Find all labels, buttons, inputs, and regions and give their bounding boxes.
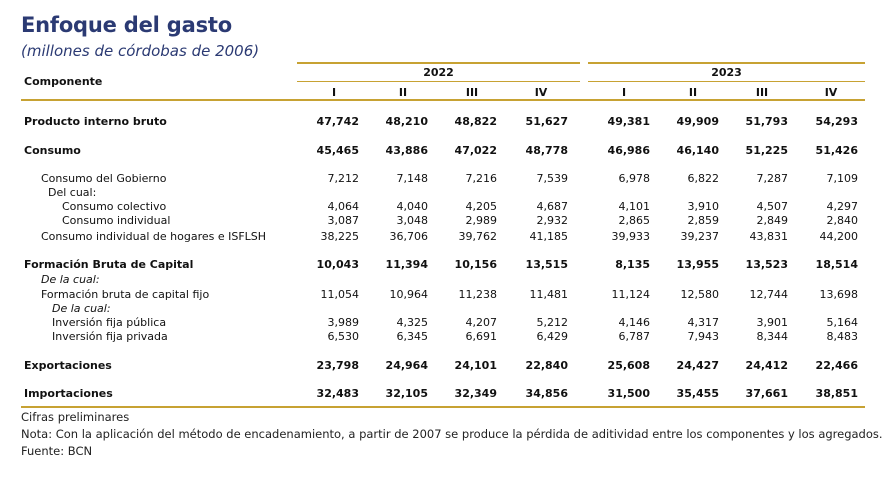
table-cell: 2,840 <box>826 214 858 227</box>
table-cell: 8,483 <box>826 330 858 343</box>
table-cell: 22,466 <box>815 359 858 372</box>
table-cell: 24,427 <box>676 359 719 372</box>
table-cell: 23,798 <box>316 359 359 372</box>
table-cell: 4,040 <box>396 200 428 213</box>
quarter-header: I <box>621 86 627 99</box>
row-label: Importaciones <box>24 387 113 400</box>
table-cell: 6,429 <box>536 330 568 343</box>
table-cell: 4,325 <box>396 316 428 329</box>
table-row <box>0 302 892 316</box>
row-label: Exportaciones <box>24 359 112 372</box>
note-source: Fuente: BCN <box>21 444 93 458</box>
row-label: De la cual: <box>52 302 111 315</box>
table-cell: 49,909 <box>676 115 719 128</box>
table-cell: 38,851 <box>815 387 858 400</box>
table-cell: 49,381 <box>607 115 650 128</box>
table-cell: 13,955 <box>676 258 719 271</box>
table-row <box>0 387 892 401</box>
table-cell: 4,064 <box>327 200 359 213</box>
table-cell: 6,822 <box>687 172 719 185</box>
table-cell: 13,698 <box>819 288 858 301</box>
table-cell: 11,124 <box>611 288 650 301</box>
table-cell: 51,627 <box>525 115 568 128</box>
quarter-header: III <box>465 86 479 99</box>
table-cell: 39,933 <box>611 230 650 243</box>
quarter-header: IV <box>534 86 548 99</box>
table-cell: 32,483 <box>316 387 359 400</box>
header-bottom-rule <box>21 99 865 101</box>
table-cell: 12,580 <box>680 288 719 301</box>
table-cell: 4,317 <box>687 316 719 329</box>
table-cell: 48,778 <box>525 144 568 157</box>
table-cell: 47,742 <box>316 115 359 128</box>
table-cell: 44,200 <box>819 230 858 243</box>
table-row <box>0 316 892 330</box>
table-cell: 7,539 <box>536 172 568 185</box>
table-cell: 37,661 <box>745 387 788 400</box>
table-cell: 18,514 <box>815 258 858 271</box>
table-cell: 46,986 <box>607 144 650 157</box>
table-cell: 4,507 <box>756 200 788 213</box>
table-row <box>0 359 892 373</box>
table-cell: 35,455 <box>676 387 719 400</box>
table-cell: 5,212 <box>536 316 568 329</box>
table-row <box>0 115 892 129</box>
table-cell: 7,287 <box>756 172 788 185</box>
table-cell: 7,109 <box>826 172 858 185</box>
year-header-2022: 2022 <box>423 66 454 79</box>
table-cell: 2,865 <box>618 214 650 227</box>
note-method: Nota: Con la aplicación del método de encadenamiento, a partir de 2007 se produce la pérdida de aditividad entre los componentes y los agregados. <box>21 427 883 441</box>
table-cell: 7,212 <box>327 172 359 185</box>
table-row <box>0 172 892 186</box>
table-cell: 51,793 <box>745 115 788 128</box>
table-cell: 10,156 <box>454 258 497 271</box>
table-cell: 4,297 <box>826 200 858 213</box>
header-mid-rule-2022 <box>297 81 580 82</box>
table-cell: 13,515 <box>525 258 568 271</box>
table-cell: 6,978 <box>618 172 650 185</box>
table-cell: 8,344 <box>756 330 788 343</box>
table-cell: 43,886 <box>385 144 428 157</box>
table-cell: 3,910 <box>687 200 719 213</box>
table-row <box>0 330 892 344</box>
table-cell: 46,140 <box>676 144 719 157</box>
quarter-header: II <box>688 86 698 99</box>
note-preliminary: Cifras preliminares <box>21 410 130 424</box>
table-cell: 10,964 <box>389 288 428 301</box>
table-row <box>0 144 892 158</box>
table-cell: 6,530 <box>327 330 359 343</box>
row-label: Consumo individual <box>62 214 171 227</box>
page-subtitle: (millones de córdobas de 2006) <box>21 42 260 60</box>
table-cell: 47,022 <box>454 144 497 157</box>
table-cell: 51,426 <box>815 144 858 157</box>
table-cell: 32,349 <box>454 387 497 400</box>
quarter-header: I <box>331 86 337 99</box>
table-cell: 6,691 <box>465 330 497 343</box>
table-cell: 2,859 <box>687 214 719 227</box>
table-cell: 2,932 <box>536 214 568 227</box>
table-cell: 24,101 <box>454 359 497 372</box>
table-cell: 4,687 <box>536 200 568 213</box>
table-cell: 6,345 <box>396 330 428 343</box>
header-top-rule-2023 <box>588 62 865 64</box>
row-label: Formación bruta de capital fijo <box>41 288 210 301</box>
table-row <box>0 186 892 200</box>
table-cell: 4,146 <box>618 316 650 329</box>
table-cell: 3,989 <box>327 316 359 329</box>
table-cell: 3,048 <box>396 214 428 227</box>
table-cell: 2,849 <box>756 214 788 227</box>
table-cell: 54,293 <box>815 115 858 128</box>
table-row <box>0 258 892 272</box>
table-cell: 39,237 <box>680 230 719 243</box>
table-row <box>0 230 892 244</box>
table-cell: 22,840 <box>525 359 568 372</box>
table-cell: 32,105 <box>385 387 428 400</box>
table-cell: 11,238 <box>458 288 497 301</box>
row-label: Consumo del Gobierno <box>41 172 167 185</box>
table-row <box>0 273 892 287</box>
table-cell: 11,481 <box>529 288 568 301</box>
table-cell: 13,523 <box>745 258 788 271</box>
table-cell: 24,412 <box>745 359 788 372</box>
table-row <box>0 200 892 214</box>
table-row <box>0 288 892 302</box>
table-cell: 36,706 <box>389 230 428 243</box>
row-label: Inversión fija pública <box>52 316 167 329</box>
row-label: Del cual: <box>48 186 97 199</box>
table-cell: 10,043 <box>316 258 359 271</box>
table-cell: 38,225 <box>320 230 359 243</box>
table-cell: 24,964 <box>385 359 428 372</box>
table-cell: 2,989 <box>465 214 497 227</box>
row-label: Inversión fija privada <box>52 330 168 343</box>
table-bottom-rule <box>21 406 865 408</box>
table-cell: 4,207 <box>465 316 497 329</box>
table-cell: 8,135 <box>615 258 650 271</box>
row-label: Formación Bruta de Capital <box>24 258 194 271</box>
quarter-header: III <box>755 86 769 99</box>
table-cell: 25,608 <box>607 359 650 372</box>
table-cell: 6,787 <box>618 330 650 343</box>
page-title: Enfoque del gasto <box>21 13 232 37</box>
year-header-2023: 2023 <box>711 66 742 79</box>
table-cell: 7,943 <box>687 330 719 343</box>
table-cell: 3,087 <box>327 214 359 227</box>
table-cell: 34,856 <box>525 387 568 400</box>
table-cell: 5,164 <box>826 316 858 329</box>
table-cell: 31,500 <box>607 387 650 400</box>
table-row <box>0 214 892 228</box>
table-cell: 7,148 <box>396 172 428 185</box>
table-cell: 45,465 <box>316 144 359 157</box>
quarter-header: II <box>398 86 408 99</box>
header-top-rule-2022 <box>297 62 580 64</box>
row-label: Consumo individual de hogares e ISFLSH <box>41 230 267 243</box>
table-cell: 3,901 <box>756 316 788 329</box>
row-label: Consumo colectivo <box>62 200 167 213</box>
header-mid-rule-2023 <box>588 81 865 82</box>
row-label: Consumo <box>24 144 81 157</box>
table-cell: 4,205 <box>465 200 497 213</box>
row-label: De la cual: <box>41 273 100 286</box>
table-cell: 48,822 <box>454 115 497 128</box>
table-cell: 39,762 <box>458 230 497 243</box>
table-cell: 51,225 <box>745 144 788 157</box>
table-cell: 41,185 <box>529 230 568 243</box>
table-cell: 11,394 <box>385 258 428 271</box>
column-header-component: Componente <box>24 75 103 88</box>
table-cell: 48,210 <box>385 115 428 128</box>
table-cell: 12,744 <box>749 288 788 301</box>
quarter-header: IV <box>824 86 838 99</box>
table-cell: 11,054 <box>320 288 359 301</box>
table-cell: 7,216 <box>465 172 497 185</box>
table-cell: 4,101 <box>618 200 650 213</box>
row-label: Producto interno bruto <box>24 115 167 128</box>
table-cell: 43,831 <box>749 230 788 243</box>
